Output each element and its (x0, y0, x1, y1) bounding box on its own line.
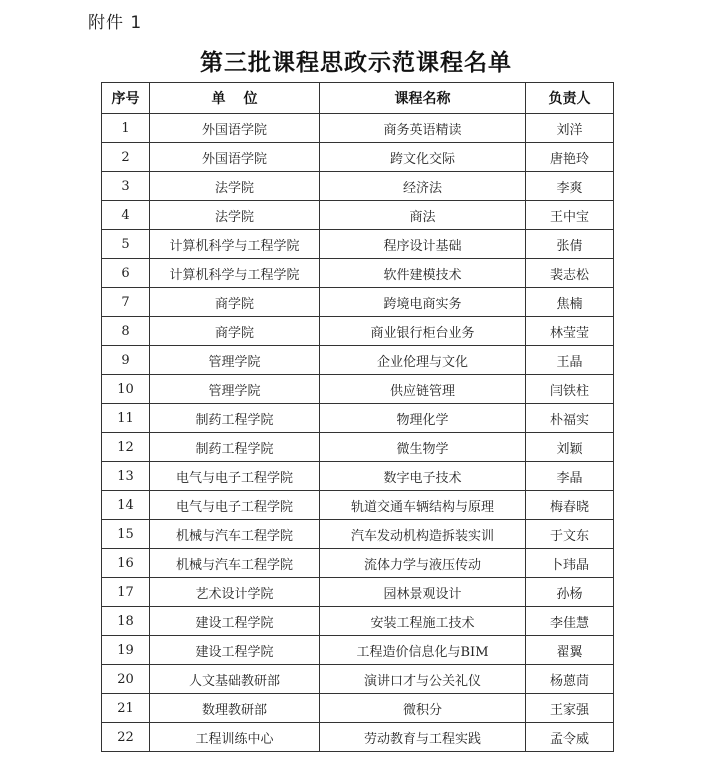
table-row (102, 462, 614, 491)
cell-serial-number: 18 (102, 607, 150, 636)
cell-person-in-charge: 王晶 (526, 346, 614, 375)
attachment-label: 附件 1 (88, 13, 143, 33)
table-header-row (102, 83, 614, 114)
table-row (102, 549, 614, 578)
cell-person-in-charge: 梅春晓 (526, 491, 614, 520)
table-row (102, 694, 614, 723)
cell-serial-number: 20 (102, 665, 150, 694)
cell-person-in-charge: 刘颖 (526, 433, 614, 462)
cell-unit: 建设工程学院 (150, 607, 320, 636)
cell-serial-number: 15 (102, 520, 150, 549)
cell-course-name: 数字电子技术 (320, 462, 526, 491)
page-title: 第三批课程思政示范课程名单 (200, 50, 512, 76)
cell-person-in-charge: 焦楠 (526, 288, 614, 317)
cell-person-in-charge: 杨蒽茼 (526, 665, 614, 694)
table-row (102, 636, 614, 665)
cell-unit: 制药工程学院 (150, 433, 320, 462)
cell-unit: 计算机科学与工程学院 (150, 259, 320, 288)
cell-course-name: 园林景观设计 (320, 578, 526, 607)
cell-unit: 数理教研部 (150, 694, 320, 723)
cell-serial-number: 6 (102, 259, 150, 288)
cell-serial-number: 13 (102, 462, 150, 491)
cell-person-in-charge: 孟令威 (526, 723, 614, 752)
table-row (102, 143, 614, 172)
cell-unit: 机械与汽车工程学院 (150, 549, 320, 578)
table-row (102, 578, 614, 607)
table-row (102, 665, 614, 694)
cell-unit: 法学院 (150, 201, 320, 230)
cell-serial-number: 4 (102, 201, 150, 230)
cell-serial-number: 2 (102, 143, 150, 172)
table-row (102, 288, 614, 317)
cell-course-name: 经济法 (320, 172, 526, 201)
cell-serial-number: 7 (102, 288, 150, 317)
cell-course-name: 演讲口才与公关礼仪 (320, 665, 526, 694)
cell-course-name: 软件建模技术 (320, 259, 526, 288)
cell-serial-number: 10 (102, 375, 150, 404)
cell-unit: 工程训练中心 (150, 723, 320, 752)
header-person-in-charge: 负责人 (526, 83, 614, 114)
cell-person-in-charge: 孙杨 (526, 578, 614, 607)
cell-serial-number: 22 (102, 723, 150, 752)
cell-unit: 管理学院 (150, 346, 320, 375)
cell-unit: 机械与汽车工程学院 (150, 520, 320, 549)
table-row (102, 259, 614, 288)
cell-person-in-charge: 朴福实 (526, 404, 614, 433)
cell-person-in-charge: 李爽 (526, 172, 614, 201)
header-serial-number: 序号 (102, 83, 150, 114)
table-row (102, 230, 614, 259)
cell-person-in-charge: 王中宝 (526, 201, 614, 230)
cell-serial-number: 11 (102, 404, 150, 433)
cell-unit: 人文基础教研部 (150, 665, 320, 694)
cell-serial-number: 21 (102, 694, 150, 723)
cell-course-name: 流体力学与液压传动 (320, 549, 526, 578)
cell-person-in-charge: 闫铁柱 (526, 375, 614, 404)
cell-person-in-charge: 于文东 (526, 520, 614, 549)
cell-unit: 外国语学院 (150, 114, 320, 143)
cell-person-in-charge: 李晶 (526, 462, 614, 491)
cell-serial-number: 19 (102, 636, 150, 665)
cell-unit: 艺术设计学院 (150, 578, 320, 607)
cell-serial-number: 1 (102, 114, 150, 143)
cell-course-name: 供应链管理 (320, 375, 526, 404)
cell-unit: 商学院 (150, 288, 320, 317)
cell-course-name: 商业银行柜台业务 (320, 317, 526, 346)
cell-unit: 计算机科学与工程学院 (150, 230, 320, 259)
table-row (102, 607, 614, 636)
course-list-table (101, 82, 614, 752)
table-row (102, 172, 614, 201)
cell-person-in-charge: 林莹莹 (526, 317, 614, 346)
cell-course-name: 安装工程施工技术 (320, 607, 526, 636)
cell-course-name: 跨境电商实务 (320, 288, 526, 317)
cell-person-in-charge: 唐艳玲 (526, 143, 614, 172)
cell-unit: 制药工程学院 (150, 404, 320, 433)
cell-course-name: 劳动教育与工程实践 (320, 723, 526, 752)
cell-course-name: 商法 (320, 201, 526, 230)
cell-serial-number: 3 (102, 172, 150, 201)
header-unit: 单位 (150, 83, 320, 114)
cell-person-in-charge: 李佳慧 (526, 607, 614, 636)
table-row (102, 317, 614, 346)
cell-unit: 管理学院 (150, 375, 320, 404)
cell-serial-number: 8 (102, 317, 150, 346)
cell-course-name: 跨文化交际 (320, 143, 526, 172)
cell-course-name: 微生物学 (320, 433, 526, 462)
cell-person-in-charge: 刘洋 (526, 114, 614, 143)
cell-course-name: 企业伦理与文化 (320, 346, 526, 375)
table-row (102, 520, 614, 549)
table-row (102, 491, 614, 520)
cell-course-name: 汽车发动机构造拆装实训 (320, 520, 526, 549)
cell-unit: 外国语学院 (150, 143, 320, 172)
cell-unit: 电气与电子工程学院 (150, 491, 320, 520)
cell-course-name: 微积分 (320, 694, 526, 723)
cell-unit: 电气与电子工程学院 (150, 462, 320, 491)
cell-serial-number: 12 (102, 433, 150, 462)
header-course-name: 课程名称 (320, 83, 526, 114)
cell-serial-number: 17 (102, 578, 150, 607)
table-row (102, 201, 614, 230)
table-row (102, 114, 614, 143)
cell-course-name: 程序设计基础 (320, 230, 526, 259)
table-row (102, 346, 614, 375)
cell-person-in-charge: 卜玮晶 (526, 549, 614, 578)
table-row (102, 404, 614, 433)
cell-course-name: 工程造价信息化与BIM (320, 636, 526, 665)
table-row (102, 433, 614, 462)
table-body (102, 114, 614, 752)
cell-serial-number: 16 (102, 549, 150, 578)
cell-unit: 法学院 (150, 172, 320, 201)
cell-unit: 商学院 (150, 317, 320, 346)
cell-person-in-charge: 裴志松 (526, 259, 614, 288)
cell-course-name: 商务英语精读 (320, 114, 526, 143)
cell-serial-number: 5 (102, 230, 150, 259)
cell-serial-number: 14 (102, 491, 150, 520)
table-row (102, 375, 614, 404)
cell-serial-number: 9 (102, 346, 150, 375)
cell-unit: 建设工程学院 (150, 636, 320, 665)
cell-course-name: 物理化学 (320, 404, 526, 433)
cell-person-in-charge: 翟翼 (526, 636, 614, 665)
cell-person-in-charge: 王家强 (526, 694, 614, 723)
table-row (102, 723, 614, 752)
cell-course-name: 轨道交通车辆结构与原理 (320, 491, 526, 520)
cell-person-in-charge: 张倩 (526, 230, 614, 259)
